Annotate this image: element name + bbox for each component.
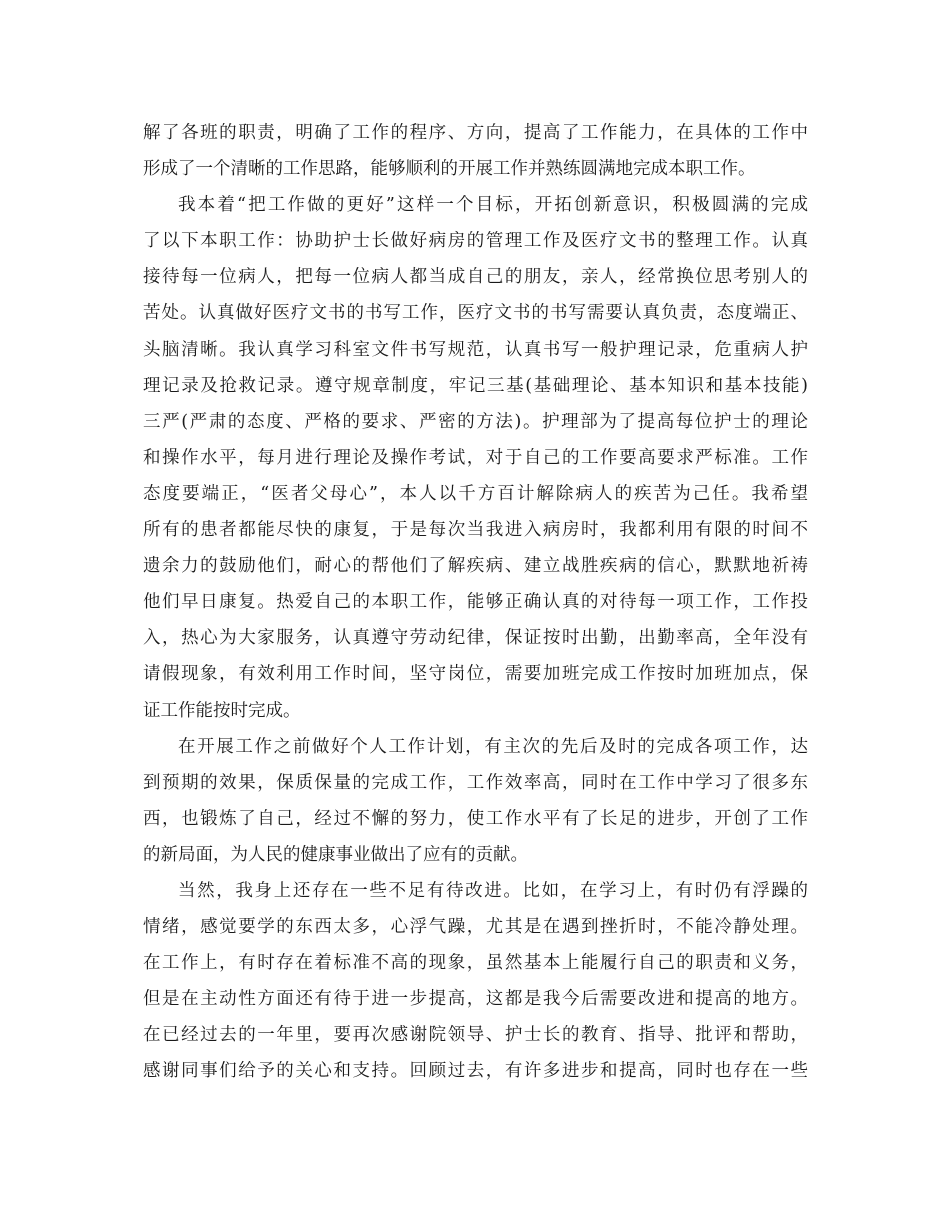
text-line: 在工作上，有时存在着标准不高的现象，虽然基本上能履行自己的职责和义务， xyxy=(143,953,808,974)
text-line: 情绪，感觉要学的东西太多，心浮气躁，尤其是在遇到挫折时，不能冷静处理。 xyxy=(143,917,808,938)
text-line: 但是在主动性方面还有待于进一步提高，这都是我今后需要改进和提高的地方。 xyxy=(143,989,808,1010)
paragraph-first-line: 我本着“把工作做的更好”这样一个目标，开拓创新意识，积极圆满的完成 xyxy=(178,195,808,216)
text-line: 接待每一位病人，把每一位病人都当成自己的朋友，亲人，经常换位思考别人的 xyxy=(143,267,808,288)
text-line: 到预期的效果，保质保量的完成工作，工作效率高，同时在工作中学习了很多东 xyxy=(143,772,808,793)
text-line: 三严(严肃的态度、严格的要求、严密的方法)。护理部为了提高每位护士的理论 xyxy=(143,411,808,432)
text-line: 形成了一个清晰的工作思路，能够顺利的开展工作并熟练圆满地完成本职工作。 xyxy=(143,159,756,180)
text-line: 在已经过去的一年里，要再次感谢院领导、护士长的教育、指导、批评和帮助， xyxy=(143,1025,808,1046)
text-line: 他们早日康复。热爱自己的本职工作，能够正确认真的对待每一项工作，工作投 xyxy=(143,592,808,613)
text-line: 入，热心为大家服务，认真遵守劳动纪律，保证按时出勤，出勤率高，全年没有 xyxy=(143,628,808,649)
text-line: 苦处。认真做好医疗文书的书写工作，医疗文书的书写需要认真负责，态度端正、 xyxy=(143,303,808,324)
text-line: 请假现象，有效利用工作时间，坚守岗位，需要加班完成工作按时加班加点，保 xyxy=(143,664,808,685)
text-line: 和操作水平，每月进行理论及操作考试，对于自己的工作要高要求严标准。工作 xyxy=(143,447,808,468)
text-line: 的新局面，为人民的健康事业做出了应有的贡献。 xyxy=(143,844,528,865)
text-line: 所有的患者都能尽快的康复，于是每次当我进入病房时，我都利用有限的时间不 xyxy=(143,520,808,541)
text-line: 西，也锻炼了自己，经过不懈的努力，使工作水平有了长足的进步，开创了工作 xyxy=(143,808,808,829)
text-line: 感谢同事们给予的关心和支持。回顾过去，有许多进步和提高，同时也存在一些 xyxy=(143,1061,808,1082)
text-line: 解了各班的职责，明确了工作的程序、方向，提高了工作能力，在具体的工作中 xyxy=(143,123,808,143)
text-line: 理记录及抢救记录。遵守规章制度，牢记三基(基础理论、基本知识和基本技能) xyxy=(143,375,808,396)
text-line: 遗余力的鼓励他们，耐心的帮他们了解疾病、建立战胜疾病的信心，默默地祈祷 xyxy=(143,556,808,577)
paragraph-first-line: 在开展工作之前做好个人工作计划，有主次的先后及时的完成各项工作，达 xyxy=(178,736,808,757)
paragraph-first-line: 当然，我身上还存在一些不足有待改进。比如，在学习上，有时仍有浮躁的 xyxy=(178,880,808,901)
text-line: 了以下本职工作：协助护士长做好病房的管理工作及医疗文书的整理工作。认真 xyxy=(143,231,808,252)
text-line: 证工作能按时完成。 xyxy=(143,700,301,721)
text-line: 态度要端正，“医者父母心”，本人以千方百计解除病人的疾苦为己任。我希望 xyxy=(143,483,808,504)
document-body xyxy=(143,115,808,1090)
text-line: 头脑清晰。我认真学习科室文件书写规范，认真书写一般护理记录，危重病人护 xyxy=(143,339,808,360)
